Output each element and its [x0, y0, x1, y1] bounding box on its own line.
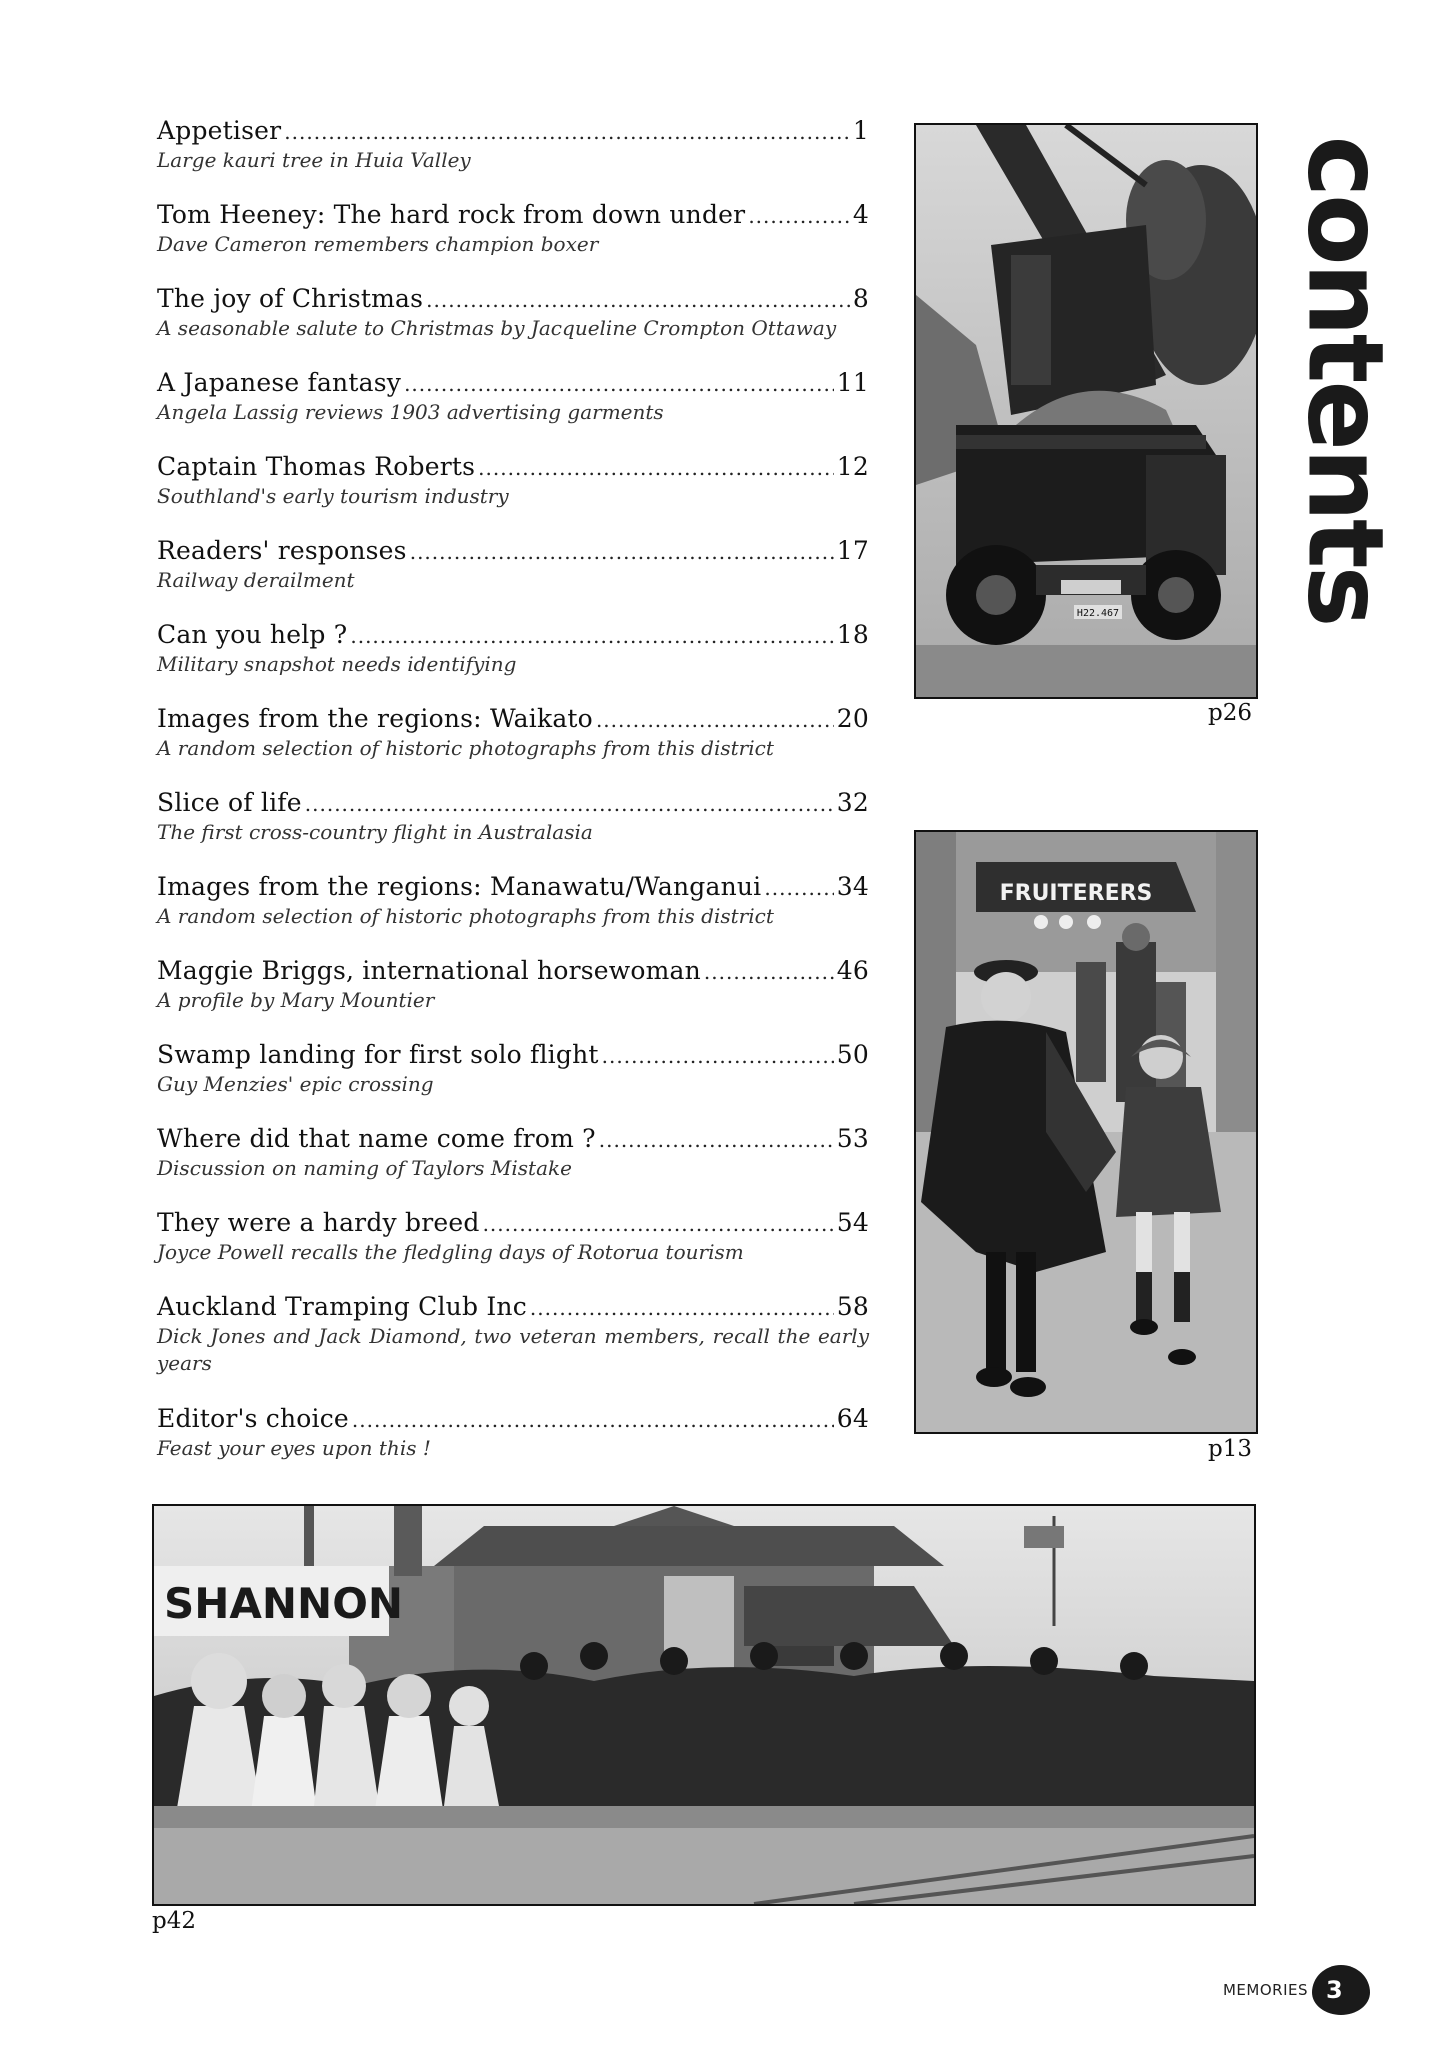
toc-entry[interactable]	[157, 116, 869, 200]
toc-entry[interactable]	[157, 536, 869, 620]
station-photo[interactable]	[152, 1504, 1256, 1906]
toc-subtitle: Large kauri tree in Huia Valley	[157, 148, 471, 172]
toc-subtitle: Railway derailment	[157, 568, 355, 592]
toc-page-number: 53	[836, 1124, 869, 1153]
toc-entry[interactable]	[157, 1292, 869, 1404]
toc-page-number: 46	[836, 956, 869, 985]
leader-dots	[426, 285, 850, 315]
toc-page-number: 64	[836, 1404, 869, 1433]
toc-subtitle: A seasonable salute to Christmas by Jacqueline Crompton Ottaway	[157, 316, 837, 340]
toc-page-number: 20	[836, 704, 869, 733]
toc-title: Swamp landing for first solo flight	[157, 1040, 599, 1069]
toc-subtitle: The first cross-country flight in Australasia	[157, 820, 593, 844]
street-photo-caption: p13	[1208, 1436, 1252, 1462]
toc-entry[interactable]	[157, 956, 869, 1040]
contents-heading-text: contents	[1285, 135, 1408, 625]
toc-page-number: 1	[852, 116, 869, 145]
toc-entry[interactable]	[157, 200, 869, 284]
page-number: 3	[1326, 1976, 1343, 2004]
leader-dots	[764, 873, 833, 903]
license-plate: H22.467	[1076, 608, 1120, 619]
toc-title: Editor's choice	[157, 1404, 349, 1433]
toc-subtitle: Joyce Powell recalls the fledgling days of Rotorua tourism	[157, 1240, 744, 1264]
toc-entry[interactable]	[157, 704, 869, 788]
leader-dots	[704, 957, 834, 987]
toc-title: Can you help ?	[157, 620, 348, 649]
toc-page-number: 17	[836, 536, 869, 565]
leader-dots	[530, 1293, 834, 1323]
toc-subtitle: Angela Lassig reviews 1903 advertising garments	[157, 400, 664, 424]
leader-dots	[305, 789, 834, 819]
toc-subtitle: A random selection of historic photographs from this district	[157, 736, 774, 760]
leader-dots	[596, 705, 834, 735]
toc-subtitle: Feast your eyes upon this !	[157, 1436, 431, 1460]
toc-title: Auckland Tramping Club Inc	[157, 1292, 527, 1321]
shop-sign: FRUITERERS	[999, 881, 1153, 906]
toc-title: Images from the regions: Manawatu/Wanganui	[157, 872, 762, 901]
toc-entry[interactable]	[157, 1040, 869, 1124]
toc-page-number: 54	[836, 1208, 869, 1237]
toc-entry[interactable]	[157, 872, 869, 956]
toc-page-number: 12	[836, 452, 869, 481]
toc-page-number: 4	[852, 200, 869, 229]
toc-entry[interactable]	[157, 788, 869, 872]
toc-title: Images from the regions: Waikato	[157, 704, 593, 733]
toc-page-number: 8	[852, 284, 869, 313]
toc-page-number: 11	[836, 368, 869, 397]
leader-dots	[602, 1041, 834, 1071]
leader-dots	[410, 537, 834, 567]
truck-photo-image	[916, 125, 1256, 697]
toc-title: Captain Thomas Roberts	[157, 452, 476, 481]
toc-title: Maggie Briggs, international horsewoman	[157, 956, 701, 985]
toc-entry[interactable]	[157, 452, 869, 536]
leader-dots	[352, 1405, 834, 1435]
leader-dots	[478, 453, 834, 483]
magazine-name: MEMORIES	[1222, 1981, 1308, 1999]
toc-page-number: 34	[836, 872, 869, 901]
toc-page-number: 50	[836, 1040, 869, 1069]
toc-page-number: 32	[836, 788, 869, 817]
station-photo-caption: p42	[152, 1908, 196, 1934]
leader-dots	[350, 621, 833, 651]
toc-subtitle: Military snapshot needs identifying	[157, 652, 517, 676]
contents-heading	[1285, 110, 1408, 650]
street-photo[interactable]	[914, 830, 1258, 1434]
toc-title: The joy of Christmas	[157, 284, 424, 313]
toc-subtitle: Discussion on naming of Taylors Mistake	[157, 1156, 572, 1180]
leader-dots	[599, 1125, 834, 1155]
station-sign: SHANNON	[164, 1579, 404, 1628]
toc-entry[interactable]	[157, 1208, 869, 1292]
toc-title: Tom Heeney: The hard rock from down under	[157, 200, 746, 229]
toc-entry[interactable]	[157, 368, 869, 452]
toc-title: Readers' responses	[157, 536, 407, 565]
toc-page-number: 18	[836, 620, 869, 649]
toc-title: They were a hardy breed	[157, 1208, 480, 1237]
truck-photo-caption: p26	[1208, 700, 1252, 726]
station-photo-image	[154, 1506, 1254, 1904]
street-photo-image	[916, 832, 1256, 1432]
toc-subtitle: Guy Menzies' epic crossing	[157, 1072, 434, 1096]
toc-subtitle: Southland's early tourism industry	[157, 484, 509, 508]
page-number-badge	[1312, 1965, 1370, 2015]
leader-dots	[483, 1209, 834, 1239]
toc-entry[interactable]	[157, 1404, 869, 1488]
leader-dots	[404, 369, 834, 399]
toc-entry[interactable]	[157, 620, 869, 704]
toc-title: Appetiser	[157, 116, 282, 145]
page-footer	[1223, 1965, 1370, 2015]
toc-title: A Japanese fantasy	[157, 368, 402, 397]
toc-title: Slice of life	[157, 788, 302, 817]
toc-entry[interactable]	[157, 1124, 869, 1208]
toc-subtitle: Dave Cameron remembers champion boxer	[157, 232, 599, 256]
toc-subtitle: A random selection of historic photographs from this district	[157, 904, 774, 928]
toc-page-number: 58	[836, 1292, 869, 1321]
leader-dots	[284, 117, 850, 147]
toc-subtitle: A profile by Mary Mountier	[157, 988, 435, 1012]
toc-title: Where did that name come from ?	[157, 1124, 596, 1153]
leader-dots	[748, 201, 850, 231]
table-of-contents	[157, 116, 869, 1488]
toc-entry[interactable]	[157, 284, 869, 368]
toc-subtitle: Dick Jones and Jack Diamond, two veteran members, recall the early years	[157, 1324, 869, 1375]
truck-photo[interactable]	[914, 123, 1258, 699]
